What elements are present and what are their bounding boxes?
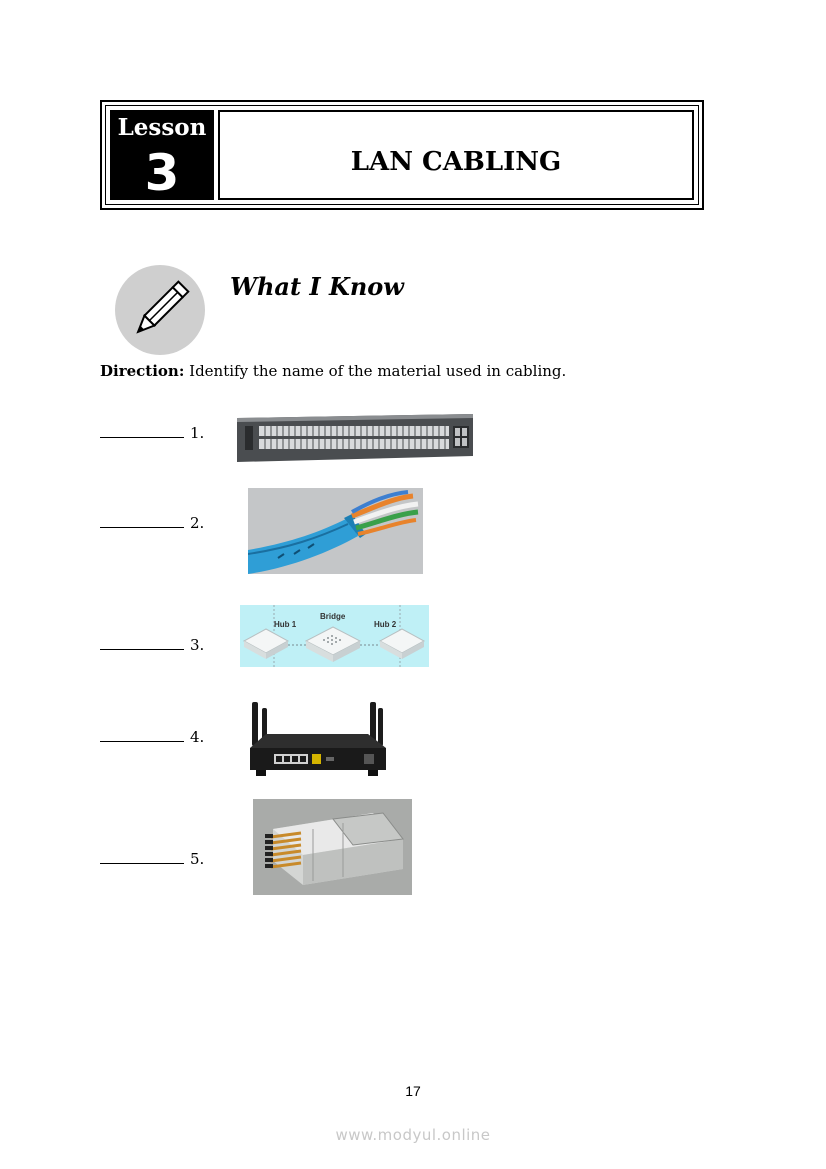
pencil-icon (115, 265, 205, 355)
answer-blank[interactable] (100, 425, 184, 438)
utp-cable-image (248, 488, 423, 574)
question-3 (100, 636, 204, 654)
bridge-diagram-image (240, 605, 429, 667)
rj45-connector-image (253, 799, 412, 895)
lesson-badge (110, 110, 214, 200)
question-2 (100, 514, 204, 532)
router-image (246, 700, 388, 778)
answer-blank[interactable] (100, 515, 184, 528)
lesson-header-frame (105, 105, 699, 205)
question-number: 5. (190, 850, 205, 868)
direction-instruction: Identify the name of the material used in cabling. (184, 362, 567, 380)
lesson-header (100, 100, 704, 210)
hub-1-label: Hub 1 (274, 620, 297, 629)
lesson-title: LAN CABLING (350, 147, 562, 177)
page-number: 17 (405, 1083, 421, 1099)
section-heading: What I Know (230, 272, 404, 301)
bridge-label: Bridge (320, 612, 346, 621)
question-number: 1. (190, 424, 205, 442)
direction-text (100, 362, 566, 380)
watermark: www.modyul.online (335, 1126, 491, 1144)
question-4 (100, 728, 204, 746)
answer-blank[interactable] (100, 729, 184, 742)
direction-label: Direction: (100, 362, 185, 380)
question-number: 3. (190, 636, 205, 654)
lesson-word: Lesson (117, 114, 207, 141)
lesson-title-box (218, 110, 694, 200)
question-1 (100, 424, 204, 442)
hub-2-label: Hub 2 (374, 620, 397, 629)
network-switch-image (233, 412, 477, 464)
answer-blank[interactable] (100, 637, 184, 650)
lesson-number: 3 (144, 144, 180, 202)
answer-blank[interactable] (100, 851, 184, 864)
question-5 (100, 850, 204, 868)
question-number: 2. (190, 514, 205, 532)
question-number: 4. (190, 728, 205, 746)
